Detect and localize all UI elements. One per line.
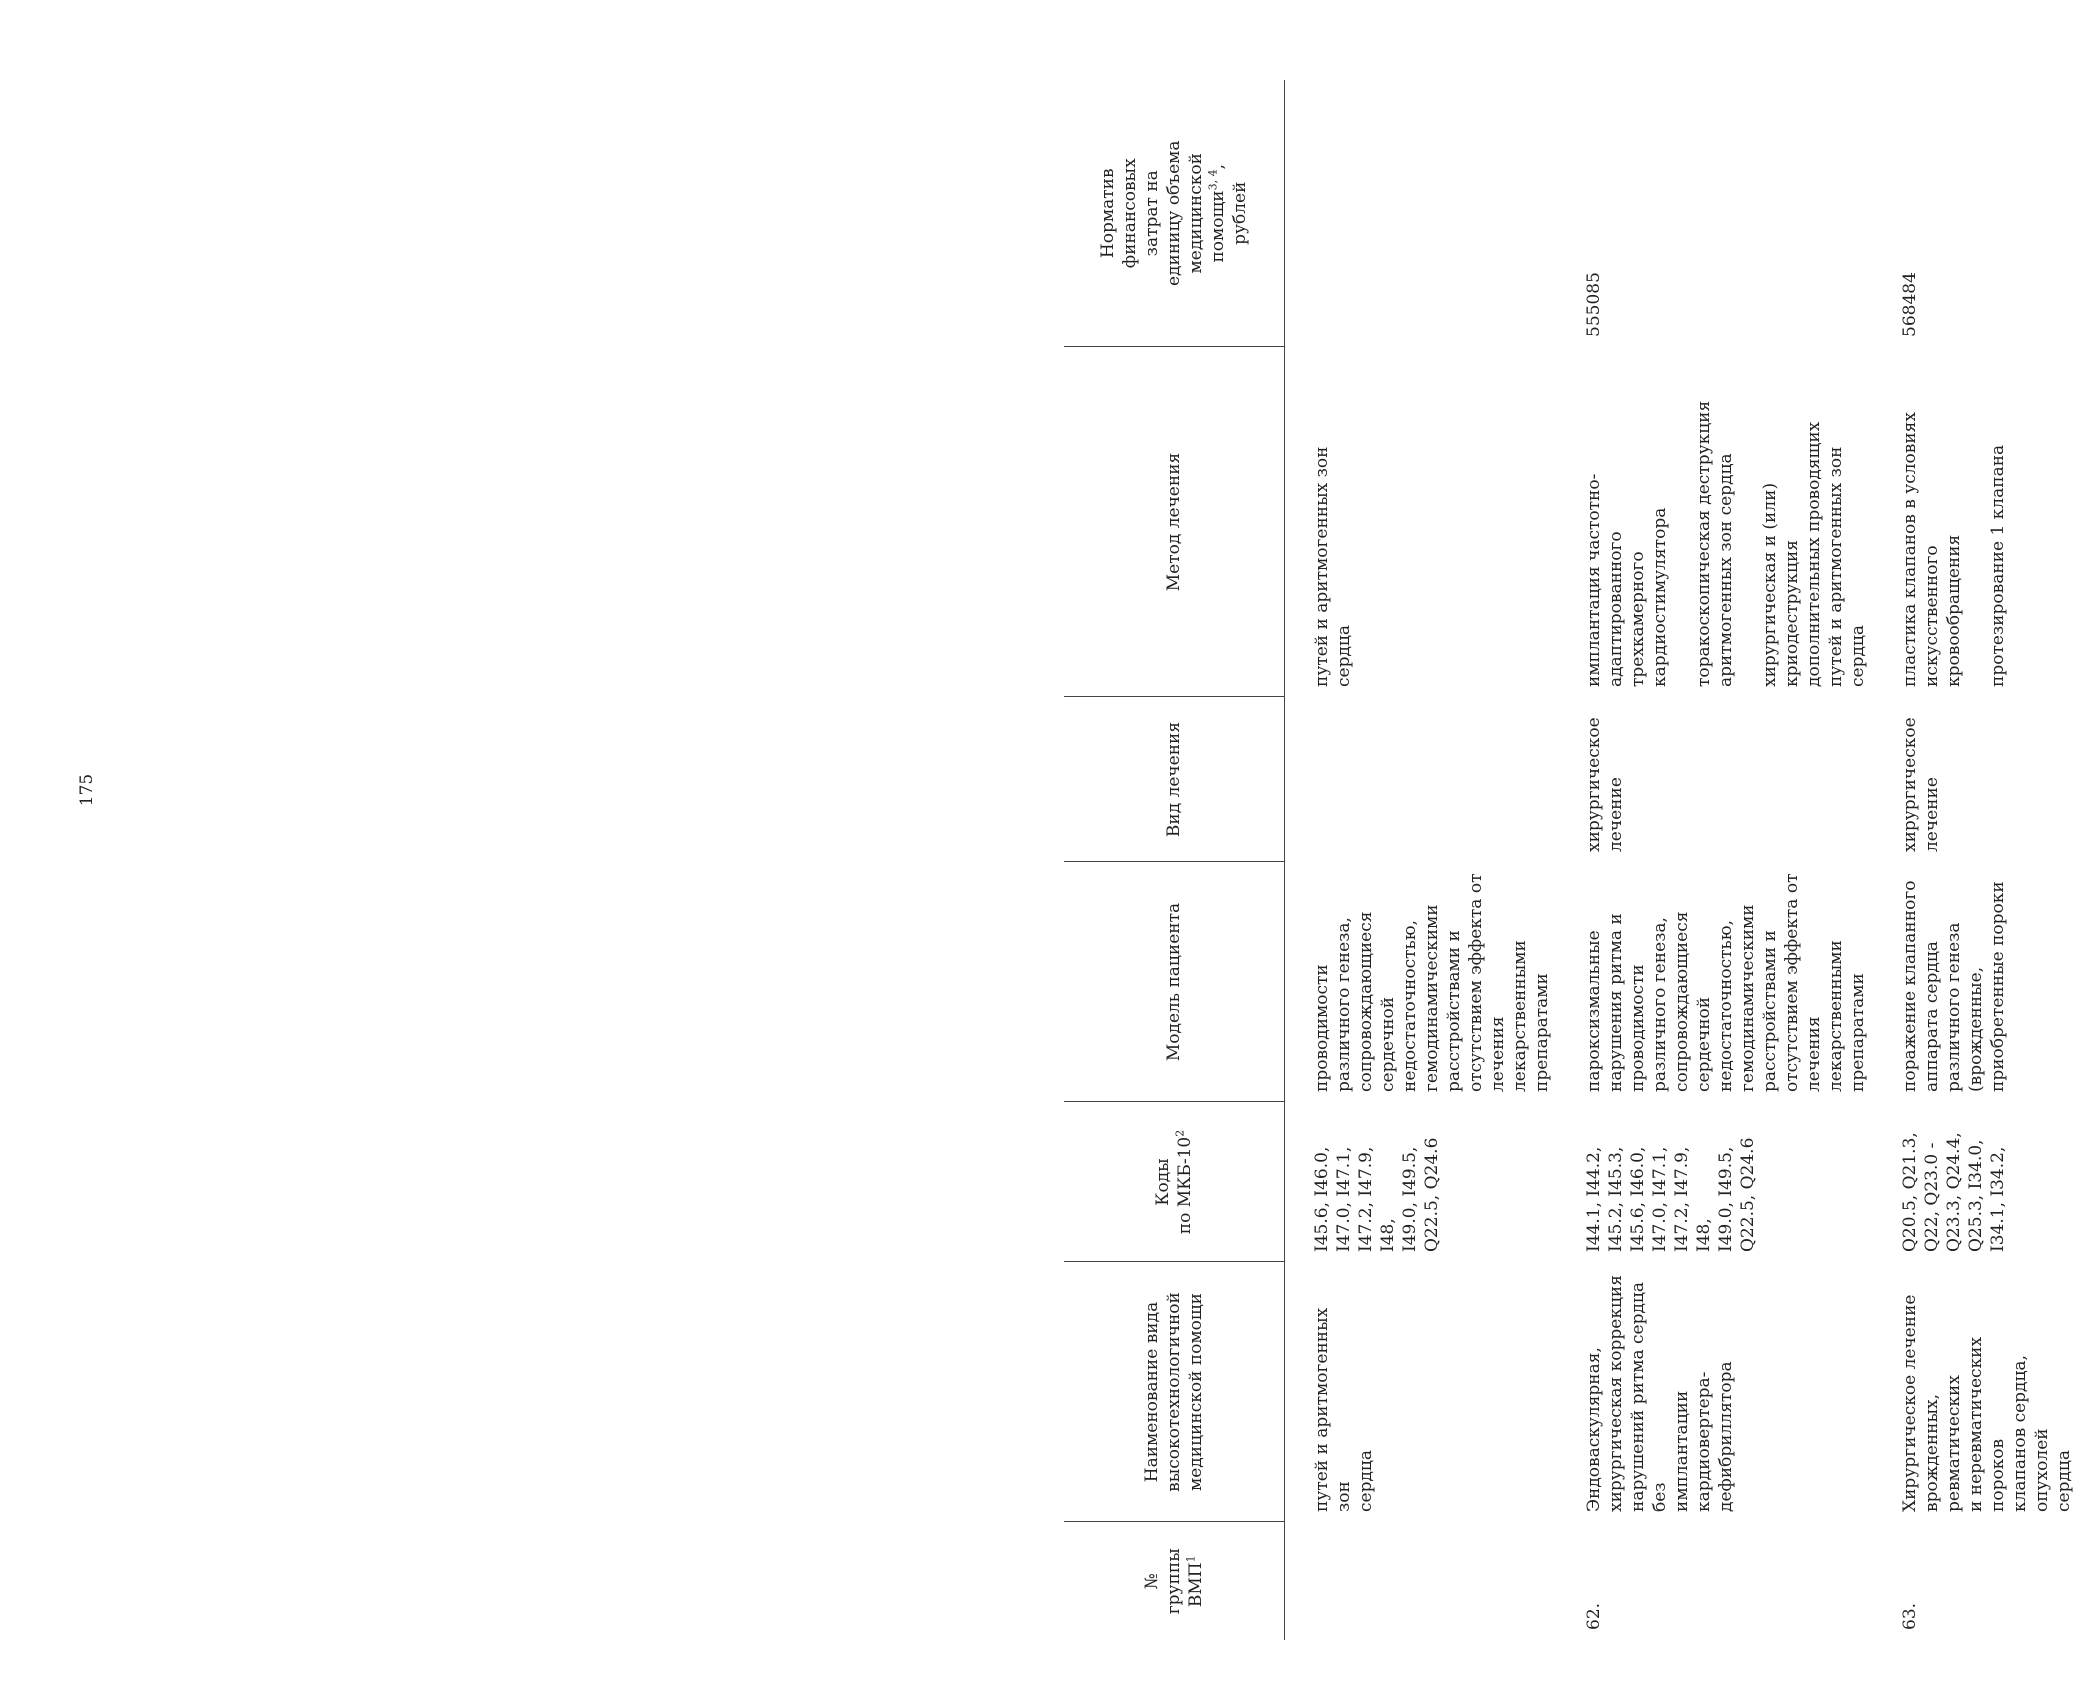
cell-type: хирургическое лечение: [1584, 717, 1626, 852]
cell-norm: 555085: [1584, 272, 1604, 337]
table-row: [1895, 80, 2079, 1640]
cell-codes: I44.1, I44.2, I45.2, I45.3, I45.6, I46.0, I47.0, I47.1, I47.2, I47.9, I48, I49.0, I49.5, Q22.5, Q24.6: [1584, 1137, 1758, 1252]
cell-type: хирургическое лечение: [1900, 717, 1942, 852]
page-number: 175: [77, 773, 97, 807]
cell-name: Хирургическое лечение врожденных, ревматических и неревматических пороков клапанов сердца, опухолей сердца: [1900, 1294, 2074, 1512]
header-name: Наименование вида высокотехнологичной медицинской помощи: [1064, 1262, 1285, 1522]
cell-model: поражение клапанного аппарата сердца различного генеза (врожденные, приобретенные пороки: [1900, 880, 2008, 1092]
cell-type: [1307, 697, 1557, 862]
cell-model: пароксизмальные нарушения ритма и проводимости различного генеза, сопровождающиеся сердечной недостаточностью, гемодинамическими расстройствами и отсутствием эффекта от лечения лекарственными препаратами: [1584, 873, 1868, 1092]
cell-name: Эндоваскулярная, хирургическая коррекция нарушений ритма сердца без имплантации кардиовертера- дефибриллятора: [1584, 1275, 1736, 1512]
cell-group-no: [1307, 1522, 1557, 1640]
cell-group-no: 62.: [1584, 1602, 1604, 1630]
cell-method: пластика клапанов в условиях искусственного кровообращения протезирование 1 клапана: [1900, 412, 2008, 687]
cell-group-no: 63.: [1900, 1602, 1920, 1630]
vmp-table: [1064, 80, 2079, 1640]
cell-name: путей и аритмогенных зон сердца: [1312, 1307, 1376, 1512]
header-type: Вид лечения: [1064, 697, 1285, 862]
cell-norm: [1307, 80, 1557, 347]
header-model: Модель пациента: [1064, 862, 1285, 1102]
header-group-no: № группы ВМП$^1$: [1064, 1522, 1285, 1640]
cell-method: путей и аритмогенных зон сердца: [1312, 446, 1354, 687]
cell-codes: I45.6, I46.0, I47.0, I47.1, I47.2, I47.9, I48, I49.0, I49.5, Q22.5, Q24.6: [1312, 1137, 1442, 1252]
cell-norm: 568484: [1900, 272, 1920, 337]
table-row: [1579, 80, 1873, 1640]
rotated-table-container: [1064, 80, 2074, 1640]
header-method: Метод лечения: [1064, 347, 1285, 697]
cell-codes: Q20.5, Q21.3, Q22, Q23.0 - Q23.3, Q24.4, Q25.3, I34.0, I34.1, I34.2,: [1900, 1132, 2008, 1252]
table-header-row: [1064, 80, 1285, 1640]
table-row: [1307, 80, 1557, 1640]
header-codes: Коды по МКБ-$10^2$: [1064, 1102, 1285, 1262]
header-norm: Норматив финансовых затрат на единицу объема медицинской помощи$^{3, 4}$, рублей: [1064, 80, 1285, 347]
cell-method: имплантация частотно- адаптированного трехкамерного кардиостимулятора торакоскопическая деструкция аритмогенных зон сердца хирургическая и (или) криодеструкция дополнительных проводящих путей и аритмогенных зон сердца: [1584, 400, 1868, 687]
cell-model: проводимости различного генеза, сопровождающиеся сердечной недостаточностью, гемодинамическими расстройствами и отсутствием эффекта от лечения лекарственными препаратами: [1312, 873, 1552, 1092]
